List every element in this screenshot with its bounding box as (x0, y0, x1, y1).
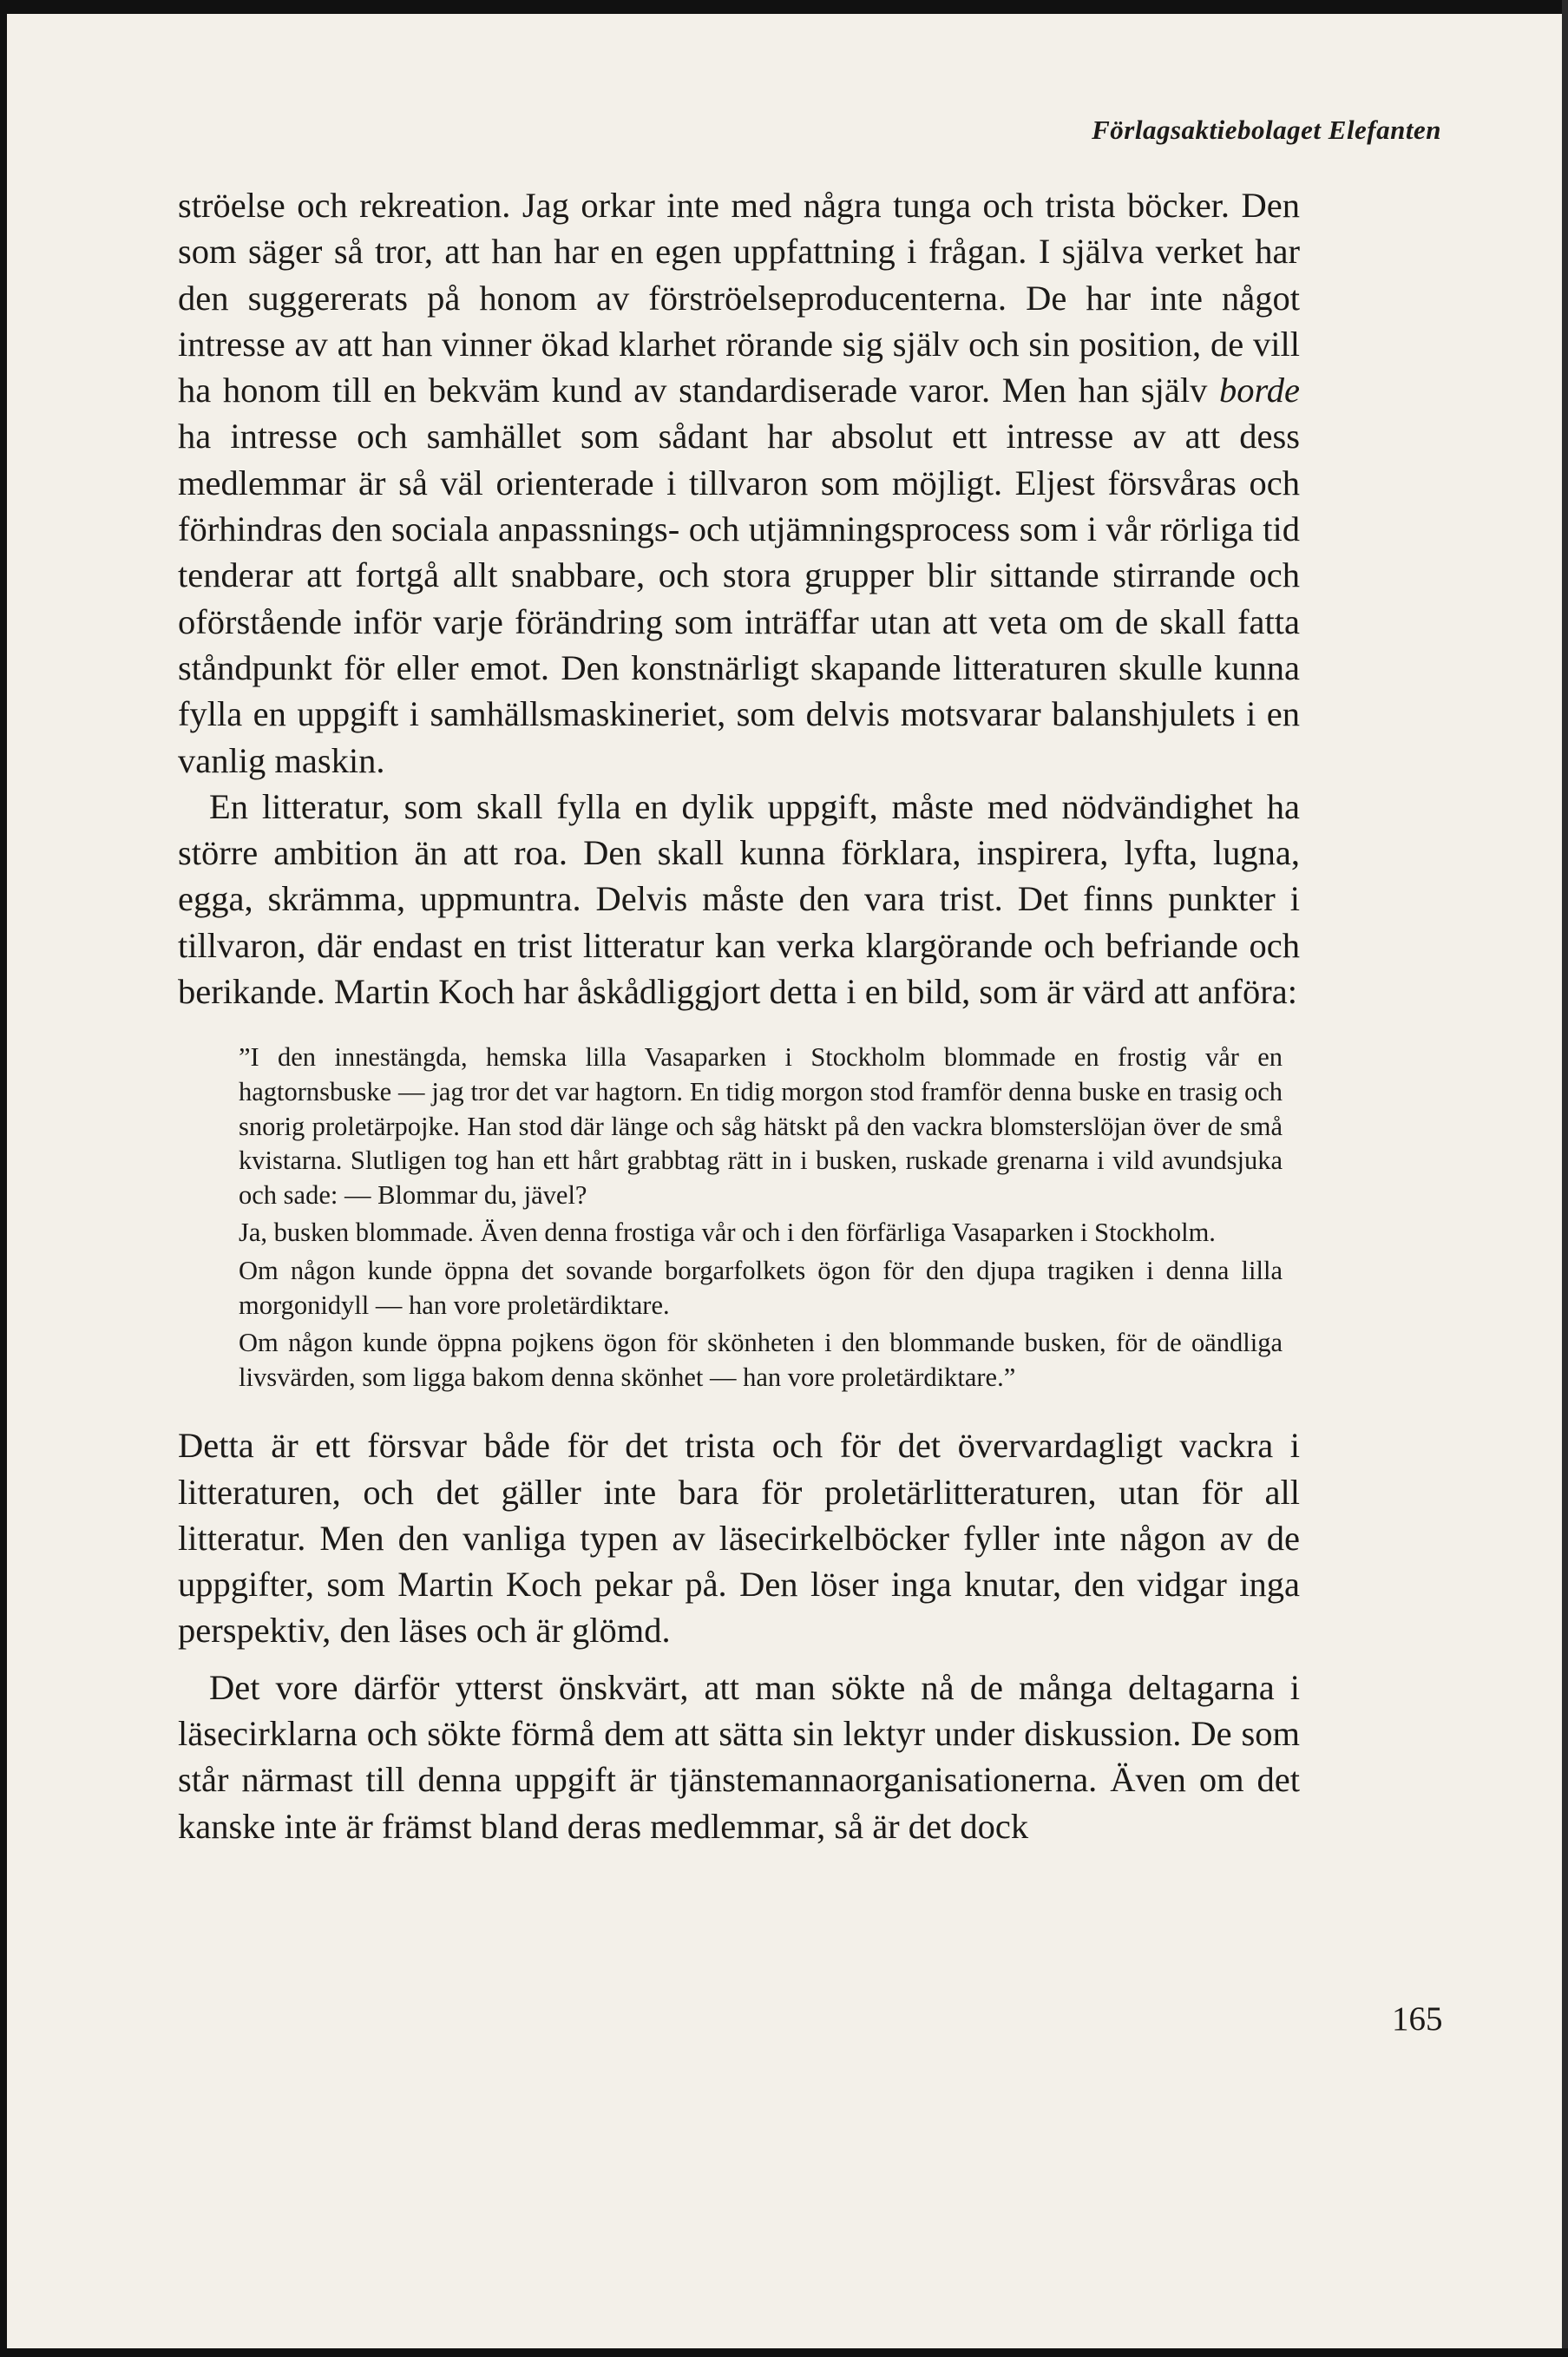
running-header: Förlagsaktiebolaget Elefanten (1092, 115, 1441, 145)
paragraph-2: En litteratur, som skall fylla en dylik uppgift, måste med nödvändighet ha större ambition än att roa. Den skall kunna förklara, inspirera, lyfta, lugna, egga, skrämma, uppmuntra. Delvis måste den vara trist. Det finns punkter i tillvaron, där endast en trist litteratur kan verka klargörande och befriande och berikande. Martin Koch har åskådliggjort detta i en bild, som är värd att anföra: (178, 786, 1300, 1012)
quote-paragraph: ”I den innestängda, hemska lilla Vasaparken i Stockholm blommade en frostig vår en hagtornsbuske — jag tror det var hagtorn. En tidig morgon stod framför denna buske en trasig och snorig proletärpojke. Han stod där länge och såg hätskt på den vackra blomsterslöjan över de små kvistarna. Slutligen tog han ett hårt grabbtag rätt in i busken, ruskade grenarna i vild avundsjuka och sade: — Blommar du, jävel? (239, 1042, 1283, 1210)
scan-border-top (0, 0, 1568, 14)
scan-border-left (0, 0, 7, 2357)
paragraph-1-part-a: ströelse och rekreation. Jag orkar inte med några tunga och trista böcker. Den som säger så tror, att han har en egen uppfattning i frågan. I själva verket har den suggererats på honom av förströelseproducenterna. De har inte något intresse av att han vinner ökad klarhet rörande sig själv och sin position, de vill ha honom till en bekväm kund av standardiserade varor. Men han själv (178, 186, 1300, 410)
text-column (178, 182, 1300, 1849)
quote-paragraph: Om någon kunde öppna pojkens ögon för skönheten i den blommande busken, för de oändliga livsvärden, som ligga bakom denna skönhet — han vore proletärdiktare.” (239, 1328, 1283, 1392)
block-quote (239, 1041, 1283, 1395)
scan-border-bottom (0, 2348, 1568, 2357)
scan-border-right (1562, 0, 1568, 2357)
paragraph-1-emphasis: borde (1219, 371, 1300, 410)
paragraph-1 (178, 182, 1300, 784)
paragraph-4: Det vore därför ytterst önskvärt, att man sökte nå de många deltagarna i läsecirklarna och sökte förmå dem att sätta sin lektyr under diskussion. De som står närmast till denna uppgift är tjänstemannaorganisationerna. Även om det kanske inte är främst bland deras medlemmar, så är det dock (178, 1667, 1300, 1846)
quote-paragraph: Ja, busken blommade. Även denna frostiga vår och i den förfärliga Vasaparken i Stockholm. (239, 1218, 1216, 1248)
page-number: 165 (1392, 2000, 1443, 2038)
paragraph-1-part-b: ha intresse och samhället som sådant har absolut ett intresse av att dess medlemmar är så väl orienterade i tillvaron som möjligt. Eljest försvåras och förhindras den sociala anpassnings- och utjämningsprocess som i vår rörliga tid tenderar att fortgå allt snabbare, och stora grupper blir sittande stirrande och oförstående inför varje förändring som inträffar utan att veta om de skall fatta ståndpunkt för eller emot. Den konstnärligt skapande litteraturen skulle kunna fylla en uppgift i samhällsmaskineriet, som delvis motsvarar balanshjulets i en vanlig maskin. (178, 417, 1300, 780)
quote-paragraph: Om någon kunde öppna det sovande borgarfolkets ögon för den djupa tragiken i denna lilla morgonidyll — han vore proletärdiktare. (239, 1255, 1283, 1320)
paragraph-3: Detta är ett försvar både för det trista och för det övervardagligt vackra i litteraturen, och det gäller inte bara för proletärlitteraturen, utan för all litteratur. Men den vanliga typen av läsecirkelböcker fyller inte någon av de uppgifter, som Martin Koch pekar på. Den löser inga knutar, den vidgar inga perspektiv, den läses och är glömd. (178, 1426, 1300, 1651)
